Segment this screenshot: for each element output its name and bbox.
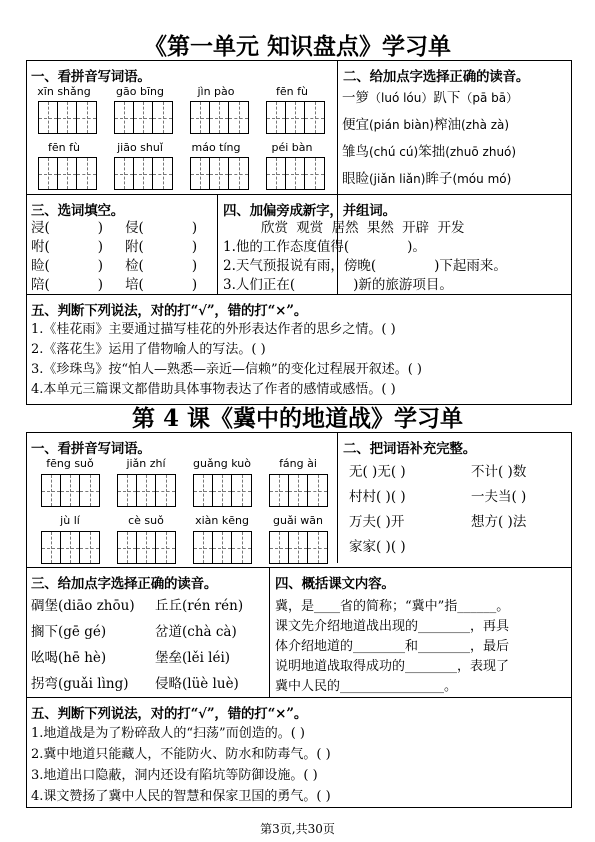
reading-item: 堡垒(lěi léi) — [155, 650, 231, 666]
pinyin-label: jiǎn zhí — [126, 457, 166, 470]
writing-grid[interactable] — [190, 101, 249, 134]
summary-line: 冀中人民的________________。 — [275, 679, 458, 694]
choice-row: 雏鸟(chú cú)笨拙(zhuō zhuó) — [342, 144, 517, 160]
fill-sentence: 3.人们正在( )新的旅游项目。 — [223, 277, 453, 293]
divider — [217, 194, 218, 294]
pinyin-label: xīn shǎng — [37, 85, 91, 98]
choice-row: 眼睑(jiǎn liǎn)眸子(móu mó) — [342, 171, 512, 187]
pinyin-label: guǎng kuò — [193, 457, 251, 470]
pinyin-label: xiàn kēng — [195, 514, 249, 527]
reading-item: 拐弯(guǎi lìng) — [31, 676, 129, 692]
unit-worksheet — [26, 60, 572, 405]
pinyin-label: fēn fù — [48, 141, 80, 154]
summary-line: 冀，是____省的简称；“冀中”指______。 — [275, 599, 510, 614]
summary-line: 体介绍地道的________和________，最后 — [275, 639, 510, 654]
section-heading: 三、选词填空。 — [31, 203, 125, 219]
pinyin-label: fēn fù — [276, 85, 308, 98]
divider — [269, 567, 270, 697]
fill-row: 浸( ) 侵( ) — [31, 220, 198, 236]
writing-grid[interactable] — [114, 101, 173, 134]
choice-row: 一箩（luó lóu）趴下（pā bā） — [342, 90, 519, 106]
writing-grid[interactable] — [193, 531, 252, 564]
writing-grid[interactable] — [266, 157, 325, 190]
choice-row: 便宜(pián biàn)榨油(zhà zà) — [342, 117, 510, 133]
summary-line: 课文先介绍地道战出现的________，再具 — [275, 619, 510, 634]
writing-grid[interactable] — [190, 157, 249, 190]
pinyin-label: péi bàn — [271, 141, 313, 154]
divider — [27, 697, 571, 698]
judge-item: 4.本单元三篇课文都借助具体事物表达了作者的感情或感悟。( ) — [31, 382, 396, 397]
reading-item: 丘丘(rén rén) — [155, 598, 244, 614]
section-heading: 五、判断下列说法，对的打“√”，错的打“×”。 — [31, 303, 308, 319]
judge-item: 1.地道战是为了粉碎敌人的“扫荡”而创造的。( ) — [31, 726, 305, 741]
lesson-worksheet — [26, 432, 572, 808]
writing-grid[interactable] — [269, 531, 328, 564]
unit-title: 《第一单元 知识盘点》学习单 — [143, 33, 451, 60]
judge-item: 3.地道出口隐蔽，洞内还设有陷坑等防御设施。( ) — [31, 768, 318, 783]
section-heading: 一、看拼音写词语。 — [31, 69, 151, 85]
section-heading: 四、概括课文内容。 — [275, 576, 395, 592]
section-heading: 一、看拼音写词语。 — [31, 441, 151, 457]
fill-sentence: 2.天气预报说有雨，傍晚( )下起雨来。 — [223, 258, 507, 274]
section-heading: 三、给加点字选择正确的读音。 — [31, 576, 218, 592]
pinyin-label: fáng ài — [279, 457, 317, 470]
writing-grid[interactable] — [114, 157, 173, 190]
pinyin-label: cè suǒ — [128, 514, 164, 527]
section-heading: 四、加偏旁成新字，并组词。 — [223, 203, 396, 219]
section-heading: 二、给加点字选择正确的读音。 — [343, 69, 530, 85]
idiom-item: 无( )无( ) — [349, 464, 406, 480]
pinyin-label: jiāo shuǐ — [117, 141, 163, 154]
pinyin-label: máo tíng — [191, 141, 241, 154]
writing-grid[interactable] — [41, 531, 100, 564]
section-heading: 二、把词语补充完整。 — [343, 441, 476, 457]
lesson-title: 第 4 课《冀中的地道战》学习单 — [131, 405, 464, 432]
divider — [27, 567, 571, 568]
judge-item: 3.《珍珠鸟》按“怕人—熟悉—亲近—信赖”的变化过程展开叙述。( ) — [31, 362, 422, 377]
writing-grid[interactable] — [117, 531, 176, 564]
writing-grid[interactable] — [269, 474, 328, 507]
writing-grid[interactable] — [193, 474, 252, 507]
writing-grid[interactable] — [117, 474, 176, 507]
idiom-item: 村村( )( ) — [349, 489, 406, 505]
judge-item: 2.冀中地道只能藏人，不能防火、防水和防毒气。( ) — [31, 747, 331, 762]
idiom-item: 想方( )法 — [471, 514, 527, 530]
divider — [337, 433, 338, 563]
pinyin-section — [27, 61, 337, 194]
reading-item: 吆喝(hē hè) — [31, 650, 107, 666]
judge-item: 2.《落花生》运用了借物喻人的写法。( ) — [31, 342, 266, 357]
writing-grid[interactable] — [38, 101, 97, 134]
pinyin-label: jìn pào — [197, 85, 235, 98]
writing-grid[interactable] — [41, 474, 100, 507]
reading-item: 碉堡(diāo zhōu) — [31, 598, 135, 614]
fill-row: 陪( ) 培( ) — [31, 277, 198, 293]
pinyin-label: jù lí — [60, 514, 80, 527]
pinyin-label: fēng suǒ — [46, 457, 94, 470]
fill-sentence: 1.他的工作态度值得( )。 — [223, 239, 426, 255]
word-bank: 欣赏 观赏 居然 果然 开辟 开发 — [261, 220, 465, 236]
idiom-item: 家家( )( ) — [349, 539, 406, 555]
judge-item: 4.课文赞扬了冀中人民的智慧和保家卫国的勇气。( ) — [31, 789, 331, 804]
idiom-item: 不计( )数 — [471, 464, 527, 480]
summary-line: 说明地道战取得成功的________，表现了 — [275, 659, 510, 674]
writing-grid[interactable] — [266, 101, 325, 134]
page-number: 第3页,共30页 — [260, 822, 335, 836]
judge-item: 1.《桂花雨》主要通过描写桂花的外形表达作者的思乡之情。( ) — [31, 322, 396, 337]
writing-grid[interactable] — [38, 157, 97, 190]
divider — [27, 194, 571, 195]
fill-row: 咐( ) 附( ) — [31, 239, 198, 255]
pinyin-label: guǎi wān — [273, 514, 323, 527]
idiom-item: 万夫( )开 — [349, 514, 405, 530]
fill-row: 睑( ) 检( ) — [31, 258, 198, 274]
reading-item: 搁下(gē gé) — [31, 624, 107, 640]
reading-item: 侵略(lüè luè) — [155, 676, 239, 692]
reading-item: 岔道(chà cà) — [155, 624, 237, 640]
idiom-item: 一夫当( ) — [471, 489, 527, 505]
pinyin-label: gāo bīng — [116, 85, 164, 98]
section-heading: 五、判断下列说法，对的打“√”，错的打“×”。 — [31, 706, 308, 722]
